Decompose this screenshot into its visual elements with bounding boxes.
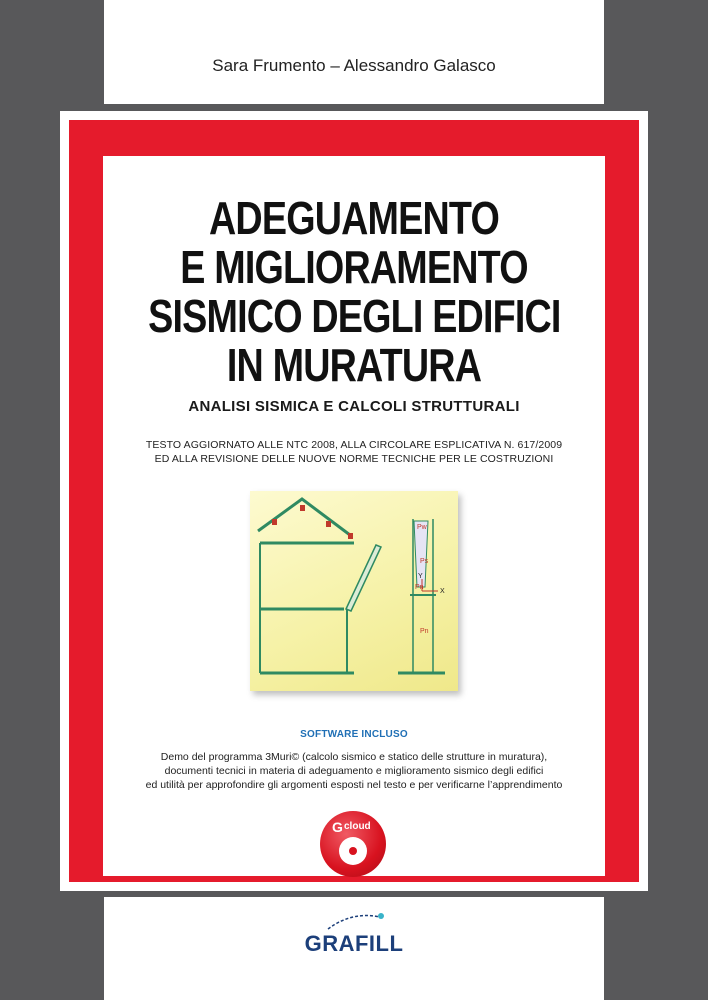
title-line: IN MURATURA [226, 339, 482, 391]
roof-line [258, 499, 350, 535]
badge-letter: G [332, 819, 343, 835]
software-desc-line: Demo del programma 3Muri© (calcolo sismico e statico delle strutture in muratura), [160, 751, 548, 763]
figure-label: X [440, 588, 445, 595]
tilting-wall [346, 545, 381, 611]
software-heading: SOFTWARE INCLUSO [300, 729, 408, 740]
figure-label: Ps [420, 558, 429, 565]
title-line: SISMICO DEGLI EDIFICI [148, 290, 561, 342]
publisher-logo: GRAFILL [304, 931, 404, 956]
software-description [103, 750, 605, 792]
figure-label: Pw [417, 524, 427, 531]
update-note-line: ED ALLA REVISIONE DELLE NUOVE NORME TECNICHE PER LE COSTRUZIONI [154, 453, 554, 465]
book-title [148, 194, 560, 390]
title-line: ADEGUAMENTO [209, 192, 499, 244]
title-line: E MIGLIORAMENTO [180, 241, 528, 293]
update-note-line: TESTO AGGIORNATO ALLE NTC 2008, ALLA CIRCOLARE ESPLICATIVA N. 617/2009 [145, 439, 563, 451]
cover-panel [103, 156, 605, 876]
update-note [103, 438, 605, 466]
book-subtitle: ANALISI SISMICA E CALCOLI STRUTTURALI [188, 398, 520, 415]
disc-hole [349, 847, 357, 855]
badge-word: cloud [344, 821, 371, 832]
top-band [104, 0, 604, 104]
figure-label: Y [418, 573, 423, 580]
gcloud-badge-icon [320, 811, 386, 877]
software-desc-line: ed utilità per approfondire gli argomenti esposti nel testo e per verificarne l’apprendimento [145, 779, 563, 791]
authors: Sara Frumento – Alessandro Galasco [212, 56, 496, 75]
building-section-diagram [250, 491, 458, 691]
structural-figure [250, 491, 458, 691]
roof-supports [272, 505, 353, 539]
figure-label: Pn [420, 628, 429, 635]
figure-label: Pn [415, 584, 424, 591]
publisher-swoosh-icon [326, 909, 386, 931]
software-desc-line: documenti tecnici in materia di adeguamento e miglioramento sismico degli edifici [164, 765, 544, 777]
bottom-band [104, 897, 604, 1000]
